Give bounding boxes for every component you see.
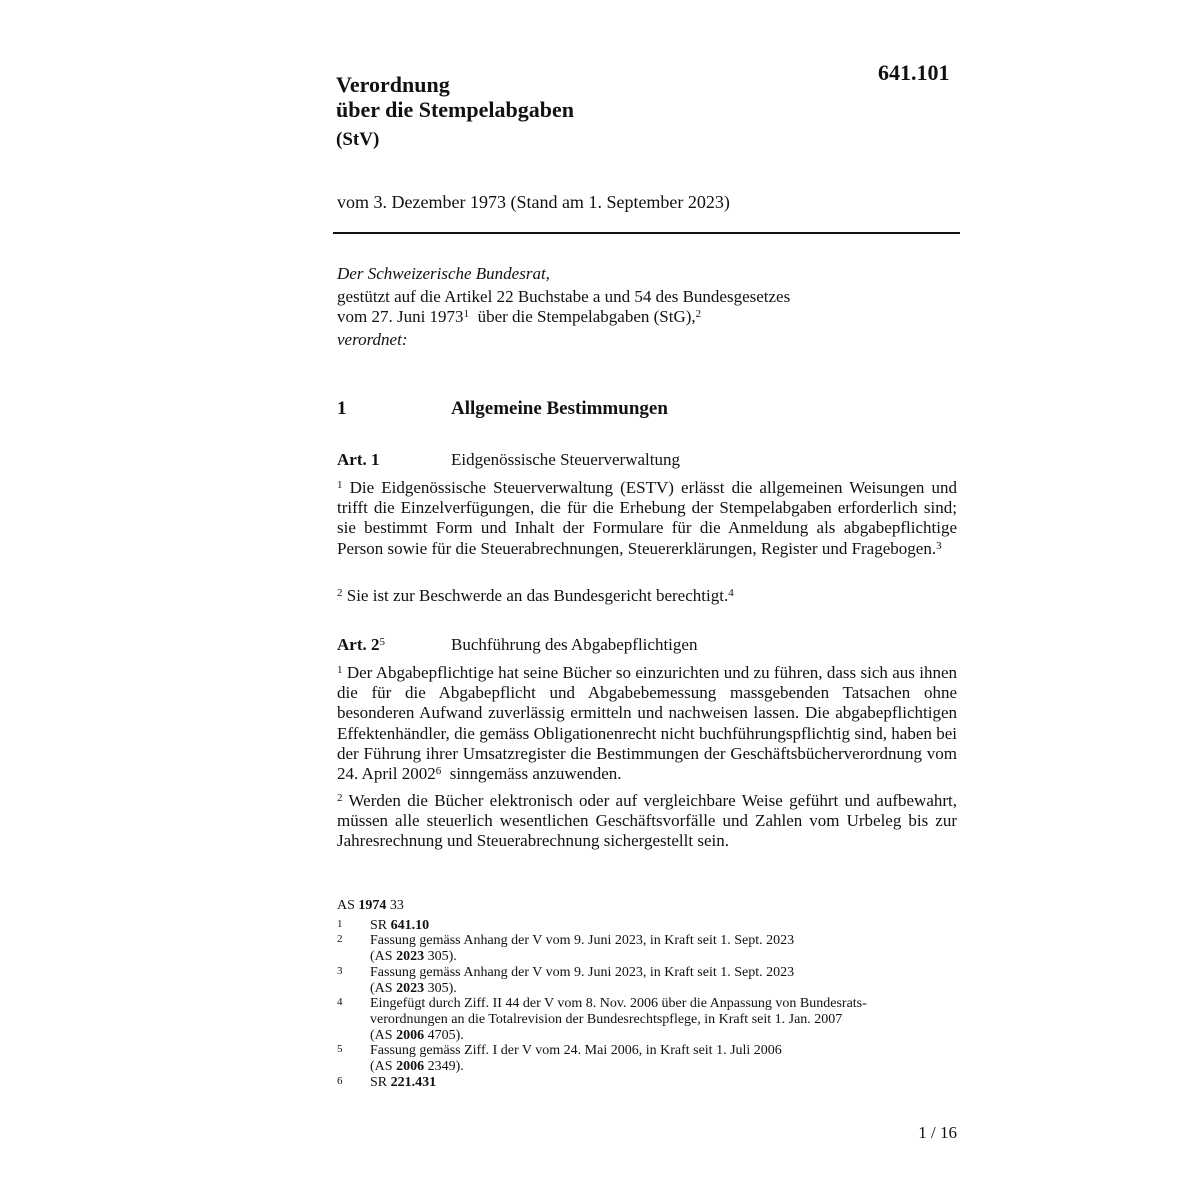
footnote-sr-prefix: SR bbox=[370, 1074, 391, 1090]
article-2-label bbox=[337, 635, 451, 655]
footnote-as-page: 4705). bbox=[424, 1027, 464, 1043]
footnote-ref-2[interactable]: 2 bbox=[695, 308, 702, 320]
paragraph-number: 1 bbox=[337, 664, 343, 676]
footnote-as-year: 2023 bbox=[396, 980, 425, 996]
date-status-line: vom 3. Dezember 1973 (Stand am 1. September 2023) bbox=[337, 192, 730, 212]
title-abbreviation: (StV) bbox=[336, 129, 380, 150]
as-prefix: AS bbox=[337, 898, 359, 913]
footnote-as-prefix: (AS bbox=[370, 1059, 397, 1075]
footnote-number: 5 bbox=[337, 1043, 343, 1056]
title-line-2: über die Stempelabgaben bbox=[336, 97, 574, 122]
article-2-heading bbox=[337, 635, 697, 655]
paragraph-text: Sie ist zur Beschwerde an das Bundesgericht berechtigt. bbox=[342, 586, 729, 605]
footnote-number: 2 bbox=[337, 933, 343, 946]
footnote-sr-number: 221.431 bbox=[390, 1074, 437, 1090]
paragraph-text: Die Eidgenössische Steuerverwaltung (ESTV) erlässt die allgemeinen Weisungen und trifft die Einzelverfügungen, die für die Erhebung der Stempelabgaben erforderlich sind; sie bestimmt Form und Inhalt der Formulare für die Anmeldung als abgabepflichtige Person sowie für die Steuerabrechnungen, Steuererklärungen, Register und Fragebogen. bbox=[337, 478, 957, 558]
footnote-item bbox=[337, 1043, 967, 1074]
document-title bbox=[336, 72, 574, 151]
footnote-ref-5[interactable]: 5 bbox=[379, 636, 385, 648]
article-2-paragraph-2 bbox=[337, 791, 957, 852]
footnote-ref-6[interactable]: 6 bbox=[435, 765, 442, 778]
footnotes bbox=[337, 898, 967, 1090]
title-line-1: Verordnung bbox=[336, 72, 450, 97]
footnote-as-prefix: (AS bbox=[370, 949, 397, 965]
preamble-authority: Der Schweizerische Bundesrat, bbox=[337, 264, 550, 283]
paragraph-text-end: sinngemäss anzuwenden. bbox=[441, 764, 622, 784]
footnote-item bbox=[337, 933, 967, 964]
footnote-number: 4 bbox=[337, 996, 343, 1009]
sr-number: 641.101 bbox=[878, 60, 950, 85]
footnote-as-year: 2006 bbox=[396, 1059, 425, 1075]
page-number bbox=[918, 1123, 957, 1143]
footnote-as-page: 305). bbox=[424, 980, 457, 996]
footnote-text: Fassung gemäss Anhang der V vom 9. Juni 2023, in Kraft seit 1. Sept. 2023 bbox=[370, 964, 795, 980]
footnote-text: Fassung gemäss Anhang der V vom 9. Juni 2023, in Kraft seit 1. Sept. 2023 bbox=[370, 933, 795, 949]
article-2-label-text: Art. 2 bbox=[337, 635, 380, 654]
page-total: 16 bbox=[940, 1123, 957, 1142]
section-heading bbox=[337, 398, 668, 420]
page-separator: / bbox=[926, 1123, 940, 1142]
preamble bbox=[337, 264, 957, 353]
article-2-paragraph-1 bbox=[337, 663, 957, 784]
footnote-as-year: 2023 bbox=[396, 949, 425, 965]
preamble-basis-line2b: über die Stempelabgaben (StG), bbox=[469, 307, 696, 326]
article-1-heading bbox=[337, 450, 680, 470]
footnote-ref-1[interactable]: 1 bbox=[463, 308, 470, 320]
footnote-item bbox=[337, 1075, 967, 1091]
paragraph-number: 2 bbox=[337, 587, 343, 599]
paragraph-number: 2 bbox=[337, 792, 343, 804]
article-1-paragraph-2 bbox=[337, 586, 957, 606]
paragraph-text: Der Abgabepflichtige hat seine Bücher so einzurichten und zu führen, dass sich aus ihnen die für die Abgabepflicht und Abgabebemessung massgebenden Tatsachen ohne besonderen Aufwand zuverlässig ermitteln und nachweisen lassen. Die abgabepflichtigen Effektenhändler, die gemäss Obligationenrecht nicht buchführungspflichtig sind, haben bei der Führung ihrer Umsatzregister die Bestimmungen der Geschäftsbücherverordnung vom 24. April 2002 bbox=[337, 663, 957, 784]
paragraph-number: 1 bbox=[337, 479, 343, 491]
footnote-number: 1 bbox=[337, 917, 343, 930]
preamble-basis-line1: gestützt auf die Artikel 22 Buchstabe a und 54 des Bundesgesetzes bbox=[337, 287, 791, 306]
footnote-sr-number: 641.10 bbox=[390, 917, 430, 933]
footnote-text: Fassung gemäss Ziff. I der V vom 24. Mai 2006, in Kraft seit 1. Juli 2006 bbox=[370, 1043, 782, 1059]
footnote-text-2: verordnungen an die Totalrevision der Bundesrechtspflege, in Kraft seit 1. Jan. 2007 bbox=[370, 1011, 843, 1027]
footnote-as-page: 2349). bbox=[424, 1059, 464, 1075]
footnote-number: 6 bbox=[337, 1074, 343, 1087]
section-title: Allgemeine Bestimmungen bbox=[451, 398, 668, 419]
header-divider bbox=[333, 232, 960, 234]
footnote-item bbox=[337, 996, 967, 1043]
article-1-title: Eidgenössische Steuerverwaltung bbox=[451, 450, 680, 469]
footnote-number: 3 bbox=[337, 964, 343, 977]
preamble-basis-line2a: vom 27. Juni 1973 bbox=[337, 307, 464, 326]
footnote-ref-3[interactable]: 3 bbox=[936, 539, 942, 552]
footnote-as-prefix: (AS bbox=[370, 980, 397, 996]
preamble-basis bbox=[337, 287, 957, 327]
as-year: 1974 bbox=[358, 898, 387, 913]
footnote-item bbox=[337, 918, 967, 934]
paragraph-text: Werden die Bücher elektronisch oder auf vergleichbare Weise geführt und aufbewahrt, müssen alle steuerlich wesentlichen Geschäftsvorfälle und Zahlen vom Urbeleg bis zur Jahresrechnung und Steuerabrechnung sichergestellt sein. bbox=[337, 791, 957, 851]
footnote-sr-prefix: SR bbox=[370, 917, 391, 933]
article-2-title: Buchführung des Abgabepflichtigen bbox=[451, 635, 698, 654]
footnote-as-prefix: (AS bbox=[370, 1027, 397, 1043]
preamble-ordains: verordnet: bbox=[337, 330, 408, 349]
footnote-as-page: 305). bbox=[424, 949, 457, 965]
as-page: 33 bbox=[386, 898, 404, 913]
section-number: 1 bbox=[337, 398, 347, 419]
article-1-label: Art. 1 bbox=[337, 450, 380, 469]
footnote-ref-4[interactable]: 4 bbox=[728, 587, 734, 599]
footnote-text: Eingefügt durch Ziff. II 44 der V vom 8. Nov. 2006 über die Anpassung von Bundesrats- bbox=[370, 996, 867, 1012]
article-1-paragraph-1 bbox=[337, 478, 957, 559]
footnote-as-year: 2006 bbox=[396, 1027, 425, 1043]
page-current: 1 bbox=[918, 1123, 927, 1142]
footnote-item bbox=[337, 965, 967, 996]
as-reference bbox=[337, 898, 967, 914]
